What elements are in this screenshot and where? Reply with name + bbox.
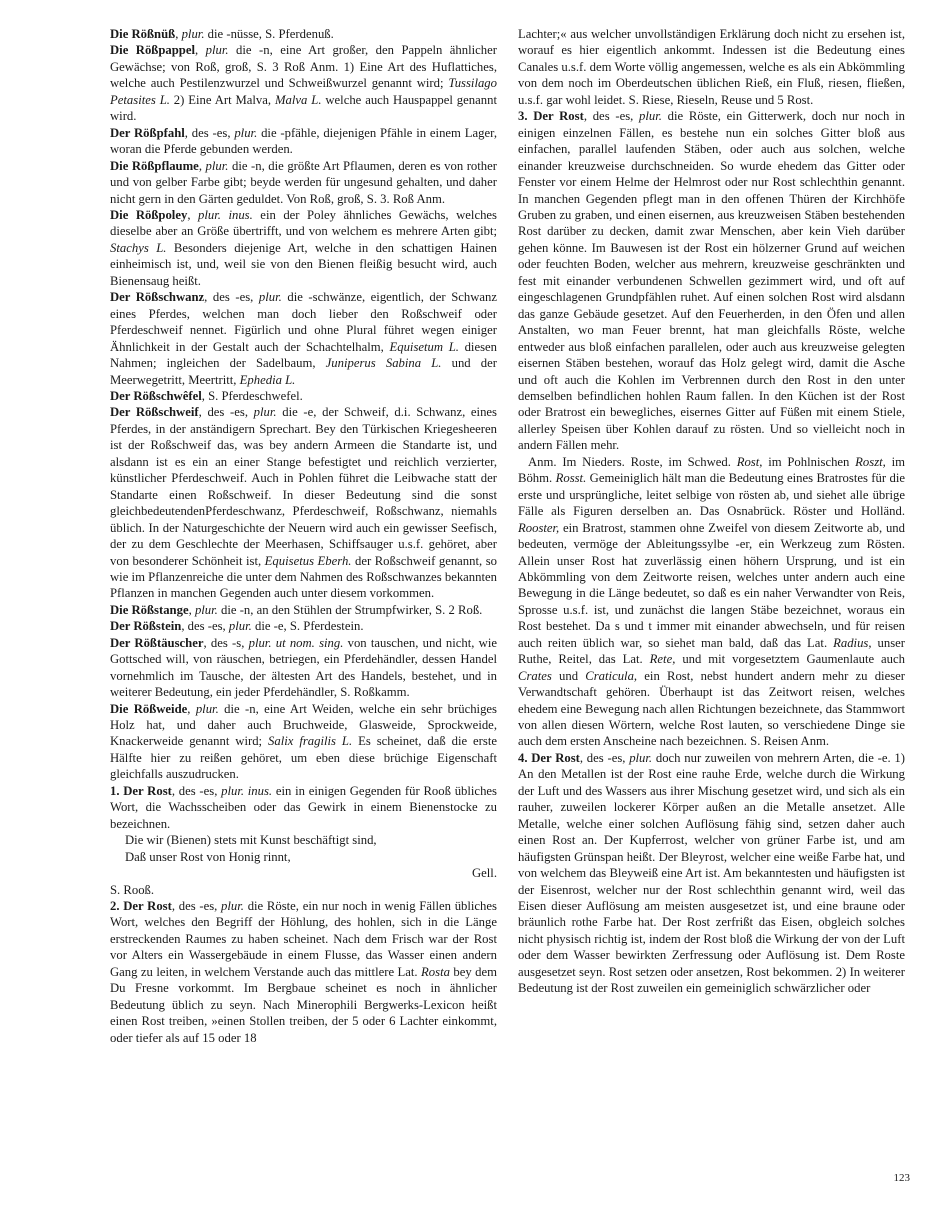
entry-text: welche auch Hauspappel genannt wird. [110, 92, 497, 124]
headword: 1. Der Rost [110, 783, 172, 798]
entry-text: unser Ruthe, Reitel, das Lat. [518, 635, 905, 667]
grammar-label: plur. [205, 158, 229, 173]
entry-text: von tauschen, und nicht, wie Gottsched will, von räuschen, betriegen, ein Pferdehändler, dessen Handel vornehmlich im Tausche, der ältesten Art des Handels, bestehet, und in weiterer Bedeutung, ein jeder Pferdehändler, S. Roßkamm. [110, 635, 497, 700]
entry-text: der Roßschweif genannt, so wie im Pflanzenreiche die unter dem Nahmen des Roßschwanzes bekannten Pflanzen in manchen Gegenden auch unter diesem vorkommen. [110, 553, 497, 601]
entry-rost-3 [518, 108, 905, 454]
entry-rossweide [110, 701, 497, 783]
entry-rost-1 [110, 783, 497, 832]
verse-line: Die wir (Bienen) stets mit Kunst beschäftigt sind, [125, 833, 377, 848]
headword: Die Rößnüß [110, 27, 176, 41]
entry-text: im Böhm. [518, 454, 906, 486]
entry-text: und der Meerwegetritt, Meertritt, [110, 356, 497, 387]
entry-text: , des -es, [579, 750, 630, 765]
entry-rossschweif [110, 404, 497, 601]
entry-rossnuss [110, 26, 497, 42]
verse-line: Daß unser Rost von Honig rinnt, [125, 849, 291, 864]
entry-text: , des -es, [184, 125, 235, 140]
entry-text: bey dem Du Fresne vorkommt. Im Bergbaue scheinet es noch in ähnlicher Bedeutung üblich zu seyn. Nach Minerophili Bergwerks-Lexicon heißt einen Rost treiben, »einen Stollen treiben, der 5 oder 6 Lachter einkommt, oder tiefer als auf 15 oder 18 [110, 964, 497, 1045]
latin-name: Equisetus Eberh. [264, 553, 352, 568]
entry-rosspappel [110, 42, 497, 124]
grammar-label: plur. [234, 125, 258, 140]
latin-name: Juniperus Sabina L. [325, 356, 442, 371]
entry-text: , [175, 27, 182, 41]
entry-text: die -n, die größte Art Pflaumen, deren es von rother und von gelber Farbe gibt; beyde werden für ungesund gehalten, und daher nicht gern in den Gärten geduldet. Von Roß, groß, S. 3. Roß Anm. [110, 158, 497, 206]
entry-rost-4 [518, 750, 905, 997]
entry-text: , des -es, [171, 783, 222, 798]
entry-continuation: Lachter;« aus welcher unvollständigen Erklärung doch nicht zu ersehen ist, worauf es hier eigentlich ankommt. Indessen ist die Bedeutung eines Canales u.s.f. dem Worte völlig angemessen, welche es als ein Abkömmling von dem noch im Oberdeutschen üblichen Rieß, ein Fluß, riesen, fließen, u.s.f. gar wohl leidet. S. Riese, Rieseln, Reuse und 5 Rost. [518, 27, 905, 107]
entry-text: , [195, 43, 206, 58]
latin-name: Ephedia L. [239, 372, 296, 387]
headword: 3. Der Rost [518, 109, 584, 124]
headword: 2. Der Rost [110, 899, 172, 914]
entry-rosspoley [110, 207, 497, 289]
grammar-label: plur. inus. [221, 783, 273, 798]
entry-text: die -e, der Schweif, d.i. Schwanz, eines Pferdes, in der anständigern Sprechart. Bey den Türkischen Kriegesheeren ist der Roßschweif das, was bey andern Armeen die Standarte ist, und alsdann ist es ein an einer Stange befestigtet und reichlich verzierter, künstlicher Pferdeschweif. Auch in Pohlen führet die Leibwache statt der Standarte einen Roßschweif. In dieser Bedeutung sind die sonst gleichbedeutendenPferdeschwanz, Pferdeschweif, Roßschwanz, niemahls üblich. In der Naturgeschichte der Neuern wird auch ein gewisser Seefisch, der zu dem Geschlechte der Meerhasen, Schiffsauger u.s.f. gehöret, aber von besonderer Schönheit ist, [110, 405, 497, 568]
grammar-label: plur. [258, 290, 282, 305]
foreign-word: Roszt, [855, 454, 886, 469]
grammar-label: plur. [195, 701, 219, 716]
grammar-label: plur. [253, 405, 277, 420]
entry-rossstange [110, 602, 497, 618]
latin-name: Equisetum L. [389, 339, 459, 354]
annotation [518, 454, 905, 750]
entry-rossschwefel [110, 388, 497, 404]
entry-text: die Röste, ein Gitterwerk, doch nur noch in einigen einzelnen Fällen, es bestehe nun ein solches Gitter bloß aus einfachen, parallel laufenden Stäben, oder auch aus solchen, welche einander kreuzweise durchschneiden. So wurde ehedem das Gitter oder Fenster vor einem Helme der Helmrost oder nur Rost schlechthin genannt. In manchen Gegenden pflegt man in den offenen Thüren der Kirchhöfe Gruben zu graben, und einen eisernen, aus kreuzweisen Stäben bestehenden Rost darüber zu decken, damit zwar Menschen, aber kein Vieh darüber gehen könne. Im Bauwesen ist der Rost ein hölzerner Grund auf weichen oder feuchten Boden, welcher aus mehrern, kreuzweise geschränkten und fest mit einander verbundenen Schwellen gezimmert wird, und oft auf eingeschlagenen Grundpfählen ruhet. Auf einen solchen Rost wird alsdann das ganze Gebäude gesetzet. Auf den Feuerherden, in den Öfen und allen Anstalten, wo man Feuer brennt, hat man gleichfalls Röste, welche entweder aus bloß einfachen parallelen, oder auch aus kreuzweise gelegten eisernen Stäben bestehen, worauf das Holz gelegt wird, damit die Asche und oft auch die Kohlen im Verbrennen durch den Rost in den unter demselben befindlichen hohlen Raum fallen. In den Küchen ist der Rost oder Bratrost ein bewegliches, eisernes Gitter auf Füßen mit einem Stiele, allerley Speisen über Kohlen darauf zu rösten. Und so vielleicht noch in andern Fällen mehr. [518, 109, 905, 453]
entry-text: , S. Pferdeschwefel. [201, 388, 303, 403]
entry-text: , [187, 701, 196, 716]
entry-text: Anm. Im Nieders. Roste, im Schwed. [528, 454, 737, 469]
latin-name: Malva L. [274, 92, 322, 107]
entry-text: die Röste, ein nur noch in wenig Fällen übliches Wort, welches den Begriff der Höhlung, des hohlen, sich in die Länge erstreckenden Raumes zu haben scheinet. Nach dem Frisch war der Rost vor Alters ein Wassergebäude in einem Flusse, das Wasser einen andern Gang zu leiten, in welchem Verstande auch das mittlere Lat. [110, 899, 497, 979]
foreign-word: Craticula, [585, 668, 638, 683]
entry-text: Gemeiniglich hält man die Bedeutung eines Bratrostes für die erste und ursprüngliche, leitet selbige von rösten ab, und siehet alle übrige Fälle als Figuren derselben an. Das Osnabrück. Röster und Holländ. [518, 471, 905, 519]
foreign-word: Rooster, [518, 520, 560, 535]
grammar-label: plur. [221, 899, 244, 914]
headword: Der Rößschwanz [110, 290, 205, 305]
entry-rossstein [110, 618, 497, 634]
entry-text: ein Bratrost, stammen ohne Zweifel von diesem Zeitworte ab, und bedeuten, vermöge der Ableitungssylbe -er, ein Werkzeug zum Rösten. Allein unser Rost hat zuverlässig einen höhern Ursprung, und ist ein Abkömmling von dem Zeitworte reisen, welches unter andern auch eine Bewegung in die Länge bedeutet, so daß es ein naher Verwandter von Reis, Sprosse u.s.f. ist, und zunächst die langen Stäbe bezeichnet, woraus ein Rost bestehet. Da s und t immer mit einander abwechseln, und für reisen auch reiten üblich war, so siehet man bald, daß das Lat. [518, 520, 905, 650]
page-number: 123 [893, 1172, 910, 1184]
headword: Die Rößpflaume [110, 158, 199, 173]
entry-text: ein in einigen Gegenden für Rooß übliches Wort, die Wachsscheiben oder das Gewirk in einem Bienenstocke zu bezeichnen. [110, 783, 497, 831]
grammar-label: plur. inus. [198, 207, 253, 222]
entry-text: , [198, 158, 206, 173]
grammar-label: plur. [194, 602, 218, 617]
entry-text: Es scheinet, daß die erste Hälfte hier zu reißen gehöret, um eben diese brüchige Eigenschaft gleichfalls auszudrucken. [110, 734, 497, 782]
entry-rost-2 [110, 898, 497, 1046]
entry-text: Besonders diejenige Art, welche in den schattigen Hainen einheimisch ist, und, weil sie von den Bienen fleißig besucht wird, auch Bienensaug heißt. [110, 240, 497, 288]
entry-rosspflaume [110, 158, 497, 207]
entry-text: , des -es, [583, 109, 640, 124]
entry-text: und [551, 668, 586, 683]
headword: 4. Der Rost [518, 750, 580, 765]
grammar-label: plur. [228, 619, 252, 634]
entry-text: die -schwänze, eigentlich, der Schwanz eines Pferdes, welchen man doch lieber den Roßschweif oder Pferdeschweif nennet. Figürlich und ohne Plural führet wegen einiger Ähnlichkeit in der Gestalt auch der Schachtelhalm, [110, 290, 497, 354]
foreign-word: Rost, [736, 454, 763, 469]
headword: Der Rößschwêfel [110, 388, 202, 403]
grammar-label: plur. [205, 43, 229, 58]
headword: Der Rößschweif [110, 405, 199, 420]
entry-rosstaeuscher [110, 635, 497, 701]
grammar-label: plur. [181, 27, 205, 41]
entry-text: doch nur zuweilen von mehrern Arten, die -e. 1) An den Metallen ist der Rost eine rauhe Erde, welche durch die Wirkung der Luft und des Wassers aus ihrer Mischung gesetzet wird, und sich als ein rauher, zuweilen lockerer Körper außen an die Metalle ansetzet. Alle Metalle, welche einer solchen Auflösung fähig sind, setzen daher auch einen Rost an. Der Kupferrost, welcher von grüner Farbe ist, und am häufigsten Grünspan heißt. Der Bleyrost, welcher eine weiße Farbe hat, und von welchem das Bleyweiß eine Art ist. Am bekanntesten und häufigsten ist der Eisenrost, welcher nur der Rost schlechthin genannt wird, weil das Eisen dieser Auflösung am meisten ausgesetzet ist, und eine braune oder bräunlich rothe Farbe hat. Der Rost zerfrißt das Eisen, obgleich solches nicht physisch richtig ist, indem der Rost bloß die Wirkung der von der Luft oder dem Wasser bewirkten Zerfressung oder Auflösung ist. Dem Roste ausgesetzet seyn. Rost setzen oder ansetzen, Rost bekommen. 2) In weiterer Bedeutung ist der Rost zuweilen ein gemeiniglich schwärzlicher oder [518, 750, 905, 996]
headword: Die Rößpappel [110, 43, 196, 58]
latin-name: Salix fragilis L. [268, 734, 353, 749]
entry-text: 2) Eine Art Malva, [169, 92, 275, 107]
entry-text: und mit vorgesetztem Gaumenlaute auch [675, 652, 905, 667]
latin-name: Rosta [421, 964, 450, 979]
grammar-label: plur. ut nom. sing. [248, 635, 344, 650]
right-column [518, 26, 905, 997]
entry-text: , des -s, [203, 635, 249, 650]
entry-text: , des -es, [204, 290, 259, 305]
entry-text: , des -es, [198, 405, 254, 420]
headword: Die Rößpoley [110, 207, 188, 222]
verse-source: Gell. [471, 866, 497, 881]
foreign-word: Rosst. [555, 471, 587, 486]
latin-name: Stachys L. [110, 240, 167, 255]
foreign-word: Crates [518, 668, 552, 683]
entry-text: , des -es, [181, 619, 229, 634]
grammar-label: plur. [629, 750, 653, 765]
entry-text: im Pohlnischen [762, 454, 856, 469]
foreign-word: Rete, [649, 652, 676, 667]
headword: Die Rößweide [110, 701, 188, 716]
latin-name: Tussilago Petasites L. [110, 76, 497, 107]
headword: Der Rößpfahl [110, 125, 185, 140]
foreign-word: Radius, [833, 635, 872, 650]
grammar-label: plur. [639, 109, 662, 124]
entry-text: die -pfähle, diejenigen Pfähle in einem Lager, woran die Pferde gebunden werden. [110, 125, 497, 157]
entry-text: ein Rost, nebst hundert andern mehr zu dieser Verwandtschaft gehören. Überhaupt ist das Zeitwort reisen, welches ehedem eine Bewegung nach allen Richtungen bezeichnete, das Stammwort von allen diesen Wörtern, welche Rost lauten, so verschiedene Dinge sie auch dem ersten Anscheine nach bezeichnen. S. Reisen Anm. [518, 668, 906, 749]
headword: Die Rößstange [110, 602, 189, 617]
entry-text: die -nüsse, S. Pferdenuß. [204, 27, 334, 41]
headword: Der Rößtäuscher [110, 635, 204, 650]
entry-text: ein der Poley ähnliches Gewächs, welches dieselbe aber an Größe übertrifft, und von welchem es mehrere Arten gibt; [110, 207, 497, 239]
cross-reference: S. Rooß. [110, 882, 155, 897]
entry-rossschwanz [110, 289, 497, 388]
entry-rosspfahl [110, 125, 497, 158]
entry-text: , [187, 207, 199, 222]
entry-text: die -n, eine Art Weiden, welche ein sehr brüchiges Holz hat, und daher auch Bruchweide, Glasweide, Sprockweide, Knackerweide genannt wird; [110, 701, 497, 749]
entry-text: , des -es, [171, 899, 222, 914]
entry-text: die -n, an den Stühlen der Strumpfwirker, S. 2 Roß. [217, 602, 483, 617]
entry-text: die -e, S. Pferdestein. [251, 619, 364, 634]
left-column [110, 26, 497, 1046]
entry-text: , [188, 602, 195, 617]
entry-text: die -n, eine Art großer, den Pappeln ähnlicher Gewächse; von Roß, groß, S. 3 Roß Anm. 1) Eine Art des Huflattiches, welche auch Pestilenzwurzel und Schweißwurzel genannt wird; [110, 43, 497, 91]
entry-text: diesen Nahmen; ingleichen der Sadelbaum, [110, 339, 498, 371]
headword: Der Rößstein [110, 619, 182, 634]
